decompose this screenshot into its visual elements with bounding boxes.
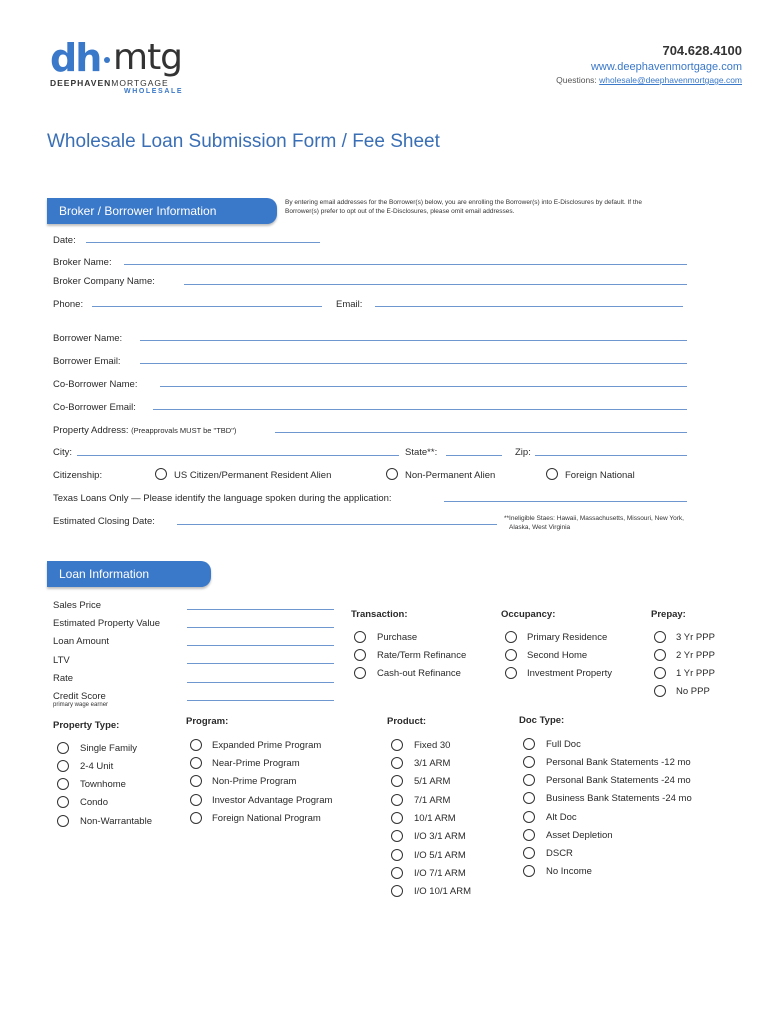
transaction-option-purchase: Purchase	[377, 632, 418, 643]
loan-amount-field[interactable]	[187, 645, 334, 646]
citizenship-label: Citizenship:	[53, 470, 103, 481]
occupancy-option-second: Second Home	[527, 650, 588, 661]
property-value-label: Estimated Property Value	[53, 618, 161, 629]
prepay-radio-3yr[interactable]	[654, 631, 666, 643]
product-option-io-10-1-arm: I/O 10/1 ARM	[414, 886, 472, 897]
transaction-option-rate-term: Rate/Term Refinance	[377, 650, 467, 661]
logo-dh-text: dh	[50, 36, 101, 80]
coborrower-name-field[interactable]	[160, 386, 687, 387]
coborrower-email-field[interactable]	[153, 409, 687, 410]
doc-type-radio-personal-24[interactable]	[523, 774, 535, 786]
texas-language-field[interactable]	[444, 501, 687, 502]
product-radio-5-1-arm[interactable]	[391, 775, 403, 787]
property-type-radio-non-warrantable[interactable]	[57, 815, 69, 827]
property-address-field[interactable]	[275, 432, 687, 433]
doc-type-option-no-income: No Income	[546, 866, 592, 877]
product-option-5-1-arm: 5/1 ARM	[414, 776, 451, 787]
doc-type-option-full-doc: Full Doc	[546, 739, 581, 750]
questions-email-link[interactable]: wholesale@deephavenmortgage.com	[599, 75, 742, 85]
transaction-radio-purchase[interactable]	[354, 631, 366, 643]
citizenship-radio-nonperm[interactable]	[386, 468, 398, 480]
state-label: State**:	[405, 447, 438, 458]
property-type-radio-2-4-unit[interactable]	[57, 760, 69, 772]
borrower-name-label: Borrower Name:	[53, 333, 123, 344]
citizenship-option-nonperm: Non-Permanent Alien	[405, 470, 496, 481]
program-header: Program:	[186, 716, 229, 727]
contact-phone: 704.628.4100	[662, 43, 742, 58]
closing-date-field[interactable]	[177, 524, 497, 525]
product-radio-io-7-1-arm[interactable]	[391, 867, 403, 879]
citizenship-option-foreign: Foreign National	[565, 470, 635, 481]
program-option-near-prime: Near-Prime Program	[212, 758, 300, 769]
property-type-option-single-family: Single Family	[80, 743, 138, 754]
program-radio-non-prime[interactable]	[190, 775, 202, 787]
phone-field[interactable]	[92, 306, 322, 307]
contact-website[interactable]: www.deephavenmortgage.com	[590, 61, 742, 73]
product-radio-10-1-arm[interactable]	[391, 812, 403, 824]
logo-dot-icon	[104, 57, 110, 63]
property-type-option-condo: Condo	[80, 797, 108, 808]
doc-type-header: Doc Type:	[519, 715, 565, 726]
ineligible-states-note-2: Alaska, West Virginia	[509, 524, 571, 531]
prepay-radio-1yr[interactable]	[654, 667, 666, 679]
product-radio-io-3-1-arm[interactable]	[391, 830, 403, 842]
zip-label: Zip:	[515, 447, 531, 458]
email-field[interactable]	[375, 306, 683, 307]
product-option-3-1-arm: 3/1 ARM	[414, 758, 451, 769]
ltv-label: LTV	[53, 655, 70, 666]
citizenship-option-us: US Citizen/Permanent Resident Alien	[174, 470, 332, 481]
prepay-option-1yr: 1 Yr PPP	[676, 668, 715, 679]
property-type-radio-condo[interactable]	[57, 796, 69, 808]
program-radio-near-prime[interactable]	[190, 757, 202, 769]
doc-type-radio-alt-doc[interactable]	[523, 811, 535, 823]
occupancy-radio-second[interactable]	[505, 649, 517, 661]
section-header-loan: Loan Information	[47, 561, 211, 587]
logo-wholesale: WHOLESALE	[124, 88, 184, 95]
occupancy-option-primary: Primary Residence	[527, 632, 608, 643]
prepay-header: Prepay:	[651, 609, 686, 620]
questions-label: Questions:	[556, 75, 597, 85]
program-option-investor-advantage: Investor Advantage Program	[212, 795, 333, 806]
product-radio-io-10-1-arm[interactable]	[391, 885, 403, 897]
doc-type-option-alt-doc: Alt Doc	[546, 812, 577, 823]
prepay-option-2yr: 2 Yr PPP	[676, 650, 715, 661]
property-address-label	[53, 425, 236, 436]
logo-mtg-text: mtg	[113, 37, 183, 78]
transaction-radio-cashout[interactable]	[354, 667, 366, 679]
doc-type-radio-no-income[interactable]	[523, 865, 535, 877]
product-radio-3-1-arm[interactable]	[391, 757, 403, 769]
occupancy-radio-investment[interactable]	[505, 667, 517, 679]
city-field[interactable]	[77, 455, 399, 456]
coborrower-email-label: Co-Borrower Email:	[53, 402, 136, 413]
credit-score-field[interactable]	[187, 700, 334, 701]
program-radio-expanded-prime[interactable]	[190, 739, 202, 751]
program-option-non-prime: Non-Prime Program	[212, 776, 297, 787]
property-address-note: (Preapprovals MUST be "TBD")	[131, 426, 237, 435]
contact-questions	[556, 75, 742, 85]
product-header: Product:	[387, 716, 427, 727]
broker-name-label: Broker Name:	[53, 257, 112, 268]
prepay-option-none: No PPP	[676, 686, 710, 697]
section-header-broker: Broker / Borrower Information	[47, 198, 277, 224]
borrower-email-field[interactable]	[140, 363, 687, 364]
doc-type-option-dscr: DSCR	[546, 848, 573, 859]
broker-company-label: Broker Company Name:	[53, 276, 155, 287]
product-option-io-7-1-arm: I/O 7/1 ARM	[414, 868, 466, 879]
product-radio-fixed-30[interactable]	[391, 739, 403, 751]
prepay-radio-2yr[interactable]	[654, 649, 666, 661]
sales-price-field[interactable]	[187, 609, 334, 610]
credit-score-label: Credit Score	[53, 691, 106, 702]
borrower-email-label: Borrower Email:	[53, 356, 121, 367]
closing-date-label: Estimated Closing Date:	[53, 516, 155, 527]
rate-field[interactable]	[187, 682, 334, 683]
doc-type-option-personal-24: Personal Bank Statements -24 mo	[546, 775, 691, 786]
product-option-io-5-1-arm: I/O 5/1 ARM	[414, 850, 466, 861]
property-type-header: Property Type:	[53, 720, 120, 731]
doc-type-radio-dscr[interactable]	[523, 847, 535, 859]
logo-sub-bold: DEEPHAVEN	[50, 78, 112, 88]
doc-type-radio-asset-depletion[interactable]	[523, 829, 535, 841]
loan-amount-label: Loan Amount	[53, 636, 109, 647]
doc-type-option-business-24: Business Bank Statements -24 mo	[546, 793, 692, 804]
phone-label: Phone:	[53, 299, 84, 310]
edisclosure-notice: By entering email addresses for the Borrower(s) below, you are enrolling the Borrower(s) into E-Disclosures by default. If the Borrower(s) prefer to opt out of the E-Disclosures, please omit email addresses.	[285, 199, 642, 215]
doc-type-radio-full-doc[interactable]	[523, 738, 535, 750]
product-option-10-1-arm: 10/1 ARM	[414, 813, 456, 824]
broker-company-field[interactable]	[184, 284, 687, 285]
product-option-io-3-1-arm: I/O 3/1 ARM	[414, 831, 466, 842]
program-radio-foreign-national[interactable]	[190, 812, 202, 824]
program-option-foreign-national: Foreign National Program	[212, 813, 321, 824]
product-option-fixed-30: Fixed 30	[414, 740, 451, 751]
occupancy-option-investment: Investment Property	[527, 668, 613, 679]
ineligible-states-note-1: **Ineligible Staes: Hawaii, Massachusetts, Missouri, New York,	[504, 515, 684, 522]
property-value-field[interactable]	[187, 627, 334, 628]
doc-type-radio-personal-12[interactable]	[523, 756, 535, 768]
property-type-option-non-warrantable: Non-Warrantable	[80, 816, 152, 827]
property-type-radio-single-family[interactable]	[57, 742, 69, 754]
rate-label: Rate	[53, 673, 74, 684]
zip-field[interactable]	[535, 455, 687, 456]
occupancy-header: Occupancy:	[501, 609, 556, 620]
product-radio-7-1-arm[interactable]	[391, 794, 403, 806]
doc-type-option-personal-12: Personal Bank Statements -12 mo	[546, 757, 691, 768]
doc-type-option-asset-depletion: Asset Depletion	[546, 830, 613, 841]
state-field[interactable]	[446, 455, 502, 456]
texas-language-label: Texas Loans Only — Please identify the language spoken during the application:	[53, 493, 392, 504]
city-label: City:	[53, 447, 72, 458]
transaction-radio-rate-term[interactable]	[354, 649, 366, 661]
sales-price-label: Sales Price	[53, 600, 102, 611]
property-type-option-2-4-unit: 2-4 Unit	[80, 761, 114, 772]
transaction-option-cashout: Cash-out Refinance	[377, 668, 461, 679]
property-address-text: Property Address:	[53, 425, 129, 436]
credit-score-note: primary wage earner	[53, 702, 109, 708]
email-label: Email:	[336, 299, 363, 310]
product-option-7-1-arm: 7/1 ARM	[414, 795, 451, 806]
date-field[interactable]	[86, 242, 320, 243]
doc-type-radio-business-24[interactable]	[523, 792, 535, 804]
date-label: Date:	[53, 235, 76, 246]
ltv-field[interactable]	[187, 663, 334, 664]
occupancy-radio-primary[interactable]	[505, 631, 517, 643]
prepay-option-3yr: 3 Yr PPP	[676, 632, 715, 643]
program-option-expanded-prime: Expanded Prime Program	[212, 740, 322, 751]
transaction-header: Transaction:	[351, 609, 408, 620]
citizenship-radio-us[interactable]	[155, 468, 167, 480]
property-type-radio-townhome[interactable]	[57, 778, 69, 790]
borrower-name-field[interactable]	[140, 340, 687, 341]
product-radio-io-5-1-arm[interactable]	[391, 849, 403, 861]
citizenship-radio-foreign[interactable]	[546, 468, 558, 480]
logo-subtitle	[50, 78, 169, 88]
broker-name-field[interactable]	[124, 264, 687, 265]
program-radio-investor-advantage[interactable]	[190, 794, 202, 806]
page-title: Wholesale Loan Submission Form / Fee Sheet	[47, 131, 440, 152]
prepay-radio-none[interactable]	[654, 685, 666, 697]
logo-sub-rest: MORTGAGE	[111, 78, 169, 88]
coborrower-name-label: Co-Borrower Name:	[53, 379, 138, 390]
property-type-option-townhome: Townhome	[80, 779, 126, 790]
